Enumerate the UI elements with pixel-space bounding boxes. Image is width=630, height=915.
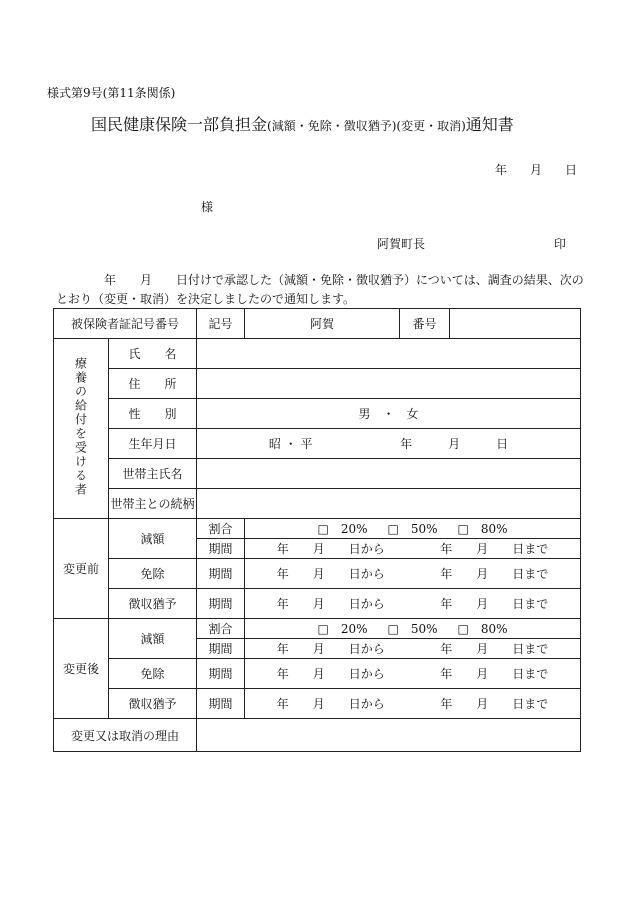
number-value — [450, 309, 581, 339]
after-reduction-until: 年 月 日まで — [440, 642, 549, 656]
notice-table — [53, 308, 581, 752]
before-pct20: □ 20% — [317, 522, 368, 536]
birth-era: 昭 ・ 平 — [268, 437, 313, 451]
after-deferral-period-label: 期間 — [197, 689, 245, 719]
insured-card-row — [54, 309, 581, 339]
name-value — [197, 339, 581, 369]
address-value — [197, 369, 581, 399]
before-pct80: □ 80% — [457, 522, 508, 536]
before-deferral-label: 徴収猶予 — [109, 589, 197, 619]
symbol-label: 記号 — [197, 309, 245, 339]
sex-options: 男 ・ 女 — [197, 399, 581, 429]
after-reduction-label: 減額 — [109, 619, 197, 659]
before-exemption-period-label: 期間 — [197, 559, 245, 589]
after-deferral-label: 徴収猶予 — [109, 689, 197, 719]
title-main: 国民健康保険一部負担金 — [91, 115, 268, 134]
before-exemption-from: 年 月 日から — [276, 567, 385, 581]
head-name-row — [54, 459, 581, 489]
birth-label: 生年月日 — [109, 429, 197, 459]
after-exemption-from: 年 月 日から — [276, 667, 385, 681]
after-exemption-label: 免除 — [109, 659, 197, 689]
relation-label: 世帯主との続柄 — [109, 489, 197, 519]
name-row — [54, 339, 581, 369]
before-deferral-from: 年 月 日から — [276, 597, 385, 611]
addressee-suffix: 様 — [201, 200, 214, 214]
recipient-label-cell — [54, 339, 109, 519]
before-ratio-label: 割合 — [197, 519, 245, 539]
birth-ymd: 年 月 日 — [400, 437, 509, 451]
number-label: 番号 — [400, 309, 450, 339]
before-exemption-until: 年 月 日まで — [440, 567, 549, 581]
reason-row — [54, 719, 581, 752]
after-pct50: □ 50% — [387, 622, 438, 636]
relation-value — [197, 489, 581, 519]
before-ratio-value — [245, 519, 581, 539]
name-label: 氏 名 — [109, 339, 197, 369]
sex-row — [54, 399, 581, 429]
sex-label: 性 別 — [109, 399, 197, 429]
reason-value — [197, 719, 581, 752]
birth-value — [197, 429, 581, 459]
after-exemption-period-label: 期間 — [197, 659, 245, 689]
after-reduction-ratio-row — [54, 619, 581, 639]
insured-card-label: 被保険者証記号番号 — [54, 309, 197, 339]
after-ratio-label: 割合 — [197, 619, 245, 639]
before-pct50: □ 50% — [387, 522, 438, 536]
form-number: 様式第9号(第11条関係) — [47, 86, 176, 100]
after-reduction-from: 年 月 日から — [276, 642, 385, 656]
reason-label: 変更又は取消の理由 — [54, 719, 197, 752]
date-month: 月 — [530, 163, 543, 177]
before-deferral-until: 年 月 日まで — [440, 597, 549, 611]
after-deferral-until: 年 月 日まで — [440, 697, 549, 711]
issuer-name: 阿賀町長 — [377, 237, 426, 251]
after-pct80: □ 80% — [457, 622, 508, 636]
before-reduction-ratio-row — [54, 519, 581, 539]
seal-mark: 印 — [554, 237, 567, 251]
title-sub1: (減額・免除・徴収猶予) — [267, 119, 397, 133]
symbol-value: 阿賀 — [245, 309, 400, 339]
date-year: 年 — [495, 163, 508, 177]
before-reduction-period-label: 期間 — [197, 539, 245, 559]
before-reduction-label: 減額 — [109, 519, 197, 559]
document-title — [91, 112, 514, 135]
body-line-2: とおり（変更・取消）を決定しましたので通知します。 — [56, 292, 356, 306]
title-sub2: (変更・取消) — [396, 119, 466, 133]
before-reduction-from: 年 月 日から — [276, 542, 385, 556]
before-deferral-period-label: 期間 — [197, 589, 245, 619]
birth-row — [54, 429, 581, 459]
date-day: 日 — [565, 163, 578, 177]
relation-row — [54, 489, 581, 519]
body-line-1: 年 月 日付けで承認した（減額・免除・徴収猶予）については、調査の結果、次の — [104, 273, 584, 287]
after-pct20: □ 20% — [317, 622, 368, 636]
before-label: 変更前 — [54, 519, 109, 619]
before-exemption-label: 免除 — [109, 559, 197, 589]
after-exemption-until: 年 月 日まで — [440, 667, 549, 681]
after-ratio-value — [245, 619, 581, 639]
address-row — [54, 369, 581, 399]
recipient-label: 療養の給付を受ける者 — [73, 357, 88, 497]
after-reduction-period-label: 期間 — [197, 639, 245, 659]
head-name-value — [197, 459, 581, 489]
after-deferral-from: 年 月 日から — [276, 697, 385, 711]
after-label: 変更後 — [54, 619, 109, 719]
before-reduction-until: 年 月 日まで — [440, 542, 549, 556]
address-label: 住 所 — [109, 369, 197, 399]
head-name-label: 世帯主氏名 — [109, 459, 197, 489]
title-tail: 通知書 — [465, 115, 514, 134]
